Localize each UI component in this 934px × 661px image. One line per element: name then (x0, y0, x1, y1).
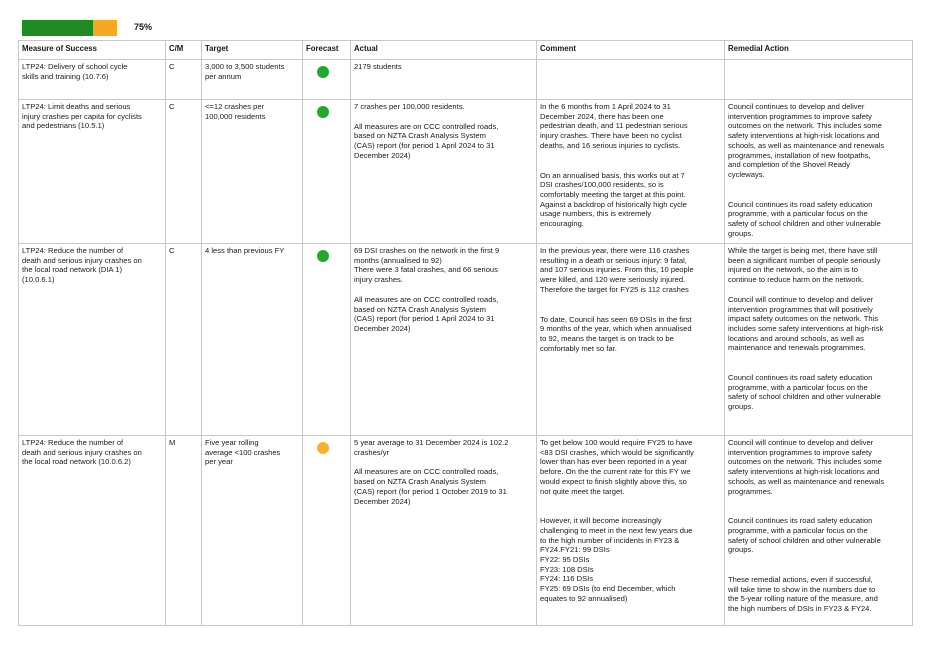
cm-cell (166, 244, 202, 436)
cm-cell-text: C (169, 246, 175, 255)
forecast-status-green-icon (317, 250, 329, 262)
remedial-cell (725, 436, 913, 626)
comment-paragraph: However, it will become increasingly challenging to meet in the next few years due to the high number of incidents in FY23 & FY24.FY21: 99 DSIs FY22: 95 DSIs FY23: 108 DSIs FY24: 116 DSIs FY25: 69 DSIs (to end December, which equates to 92 annualised) (540, 516, 693, 603)
measure-cell (19, 436, 166, 626)
comment-cell (537, 244, 725, 436)
remedial-paragraph: Council continues to develop and deliver intervention programmes to improve safety outcomes on the network. This includes some safety interventions at high-risk locations and schools, as well as maintenance and renewals programmes, installation of new footpaths, and completion of the Shovel Ready cycleways. (728, 102, 885, 179)
header-target: Target (202, 41, 303, 60)
measure-cell (19, 60, 166, 100)
header-comment: Comment (537, 41, 725, 60)
header-remedial: Remedial Action (725, 41, 913, 60)
header-actual: Actual (351, 41, 537, 60)
actual-cell (351, 60, 537, 100)
actual-cell (351, 100, 537, 244)
actual-paragraph: 69 DSI crashes on the network in the first 9 months (annualised to 92) There were 3 fatal crashes, and 66 serious injury crashes. (354, 246, 500, 285)
comment-paragraph: To get below 100 would require FY25 to have <83 DSI crashes, which would be significantly lower than has ever been reported in a year before. On the the current rate for this FY we would expect to finish slightly above this, so not quite meet the target. (540, 438, 694, 496)
actual-paragraph: All measures are on CCC controlled roads, based on NZTA Crash Analysis System (CAS) report (for period 1 April 2024 to 31 December 2024) (354, 294, 499, 333)
target-cell (202, 436, 303, 626)
header-cm: C/M (166, 41, 202, 60)
comment-cell (537, 436, 725, 626)
table-row (19, 60, 913, 100)
actual-paragraph: All measures are on CCC controlled roads, based on NZTA Crash Analysis System (CAS) report (for period 1 October 2019 to 31 December 2024) (354, 467, 507, 506)
comment-paragraph: In the previous year, there were 116 crashes resulting in a death or serious injury: 9 fatal, and 107 serious injuries. From this, 10 people were killed, and 120 were seriously injured. Therefore the target for FY25 is 112 crashes (540, 246, 694, 294)
measure-cell (19, 244, 166, 436)
actual-cell (351, 436, 537, 626)
target-cell-text: 3,000 to 3,500 students per annum (205, 62, 285, 81)
progress-remaining-segment (93, 20, 117, 36)
remedial-paragraph: While the target is being met, there have still been a significant number of people seriously injured on the network, so the aim is to continue to reduce harm on the network. (728, 246, 881, 285)
measure-cell-text: LTP24: Delivery of school cycle skills and training (10.7.6) (22, 62, 128, 81)
comment-paragraph: On an annualised basis, this works out at 7 DSI crashes/100,000 residents, so is comfortably meeting the target at this point. Against a backdrop of historically high cycle usage numbers, this is extremely encouraging. (540, 170, 687, 229)
overall-progress-bar (22, 20, 117, 36)
forecast-cell (303, 100, 351, 244)
cm-cell (166, 100, 202, 244)
comment-cell (537, 100, 725, 244)
remedial-cell (725, 244, 913, 436)
target-cell-text: 4 less than previous FY (205, 246, 285, 255)
remedial-paragraph: These remedial actions, even if successful, will take time to show in the numbers due to the 5-year rolling nature of the measure, and the high numbers of DSIs in FY23 & FY24. (728, 575, 878, 614)
table-row (19, 244, 913, 436)
progress-percent-label: 75% (134, 22, 153, 32)
actual-cell (351, 244, 537, 436)
forecast-cell (303, 436, 351, 626)
target-cell (202, 100, 303, 244)
target-cell-text: Five year rolling average <100 crashes per year (205, 438, 281, 467)
forecast-status-amber-icon (317, 442, 329, 454)
remedial-paragraph: Council will continue to develop and deliver intervention programmes to improve safety outcomes on the network. This includes some safety interventions at high-risk locations and schools, as well as maintenance and renewals programmes. (728, 438, 885, 496)
remedial-cell (725, 60, 913, 100)
table-row (19, 100, 913, 244)
comment-paragraph: In the 6 months from 1 April 2024 to 31 December 2024, there has been one pedestrian death, and 11 pedestrian serious injury crashes. There have been no cyclist deaths, and 16 serious injuries to cyclists. (540, 102, 688, 150)
cm-cell-text: C (169, 62, 175, 71)
target-cell (202, 244, 303, 436)
cm-cell (166, 436, 202, 626)
forecast-cell (303, 244, 351, 436)
cm-cell-text: M (169, 438, 176, 447)
cm-cell (166, 60, 202, 100)
cm-cell-text: C (169, 102, 175, 111)
actual-paragraph: 7 crashes per 100,000 residents. (354, 102, 465, 111)
measure-cell-text: LTP24: Reduce the number of death and serious injury crashes on the local road network (10.0.6.2) (22, 438, 142, 467)
comment-paragraph: To date, Council has seen 69 DSIs in the first 9 months of the year, which when annualised to 92, means the target is on track to be comfortably met so far. (540, 314, 692, 353)
table-row (19, 436, 913, 626)
actual-paragraph: 2179 students (354, 62, 402, 71)
header-measure: Measure of Success (19, 41, 166, 60)
remedial-paragraph: Council continues its road safety education programme, with a particular focus on the safety of school children and other vulnerable groups. (728, 373, 881, 412)
measure-cell (19, 100, 166, 244)
forecast-status-green-icon (317, 106, 329, 118)
remedial-paragraph: Council will continue to develop and deliver intervention programmes that will positively impact safety outcomes on the network. This includes some safety interventions at high-risk locations and around schools, as well as maintenance and renewals programmes. (728, 294, 884, 353)
forecast-cell (303, 60, 351, 100)
remedial-paragraph: Council continues its road safety education programme, with a particular focus on the safety of school children and other vulnerable groups. (728, 199, 881, 238)
header-row (19, 41, 913, 60)
comment-cell (537, 60, 725, 100)
header-forecast: Forecast (303, 41, 351, 60)
measure-cell-text: LTP24: Reduce the number of death and serious injury crashes on the local road network (DIA 1) (10.0.6.1) (22, 246, 142, 285)
actual-paragraph: All measures are on CCC controlled roads, based on NZTA Crash Analysis System (CAS) report (for period 1 April 2024 to 31 December 2024) (354, 121, 499, 160)
progress-complete-segment (22, 20, 93, 36)
remedial-paragraph: Council continues its road safety education programme, with a particular focus on the safety of school children and other vulnerable groups. (728, 516, 881, 555)
remedial-cell (725, 100, 913, 244)
forecast-status-green-icon (317, 66, 329, 78)
measure-cell-text: LTP24: Limit deaths and serious injury crashes per capita for cyclists and pedestrians (10.5.1) (22, 102, 142, 131)
measures-table (18, 40, 913, 626)
target-cell-text: <=12 crashes per 100,000 residents (205, 102, 266, 121)
actual-paragraph: 5 year average to 31 December 2024 is 102.2 crashes/yr (354, 438, 509, 457)
target-cell (202, 60, 303, 100)
